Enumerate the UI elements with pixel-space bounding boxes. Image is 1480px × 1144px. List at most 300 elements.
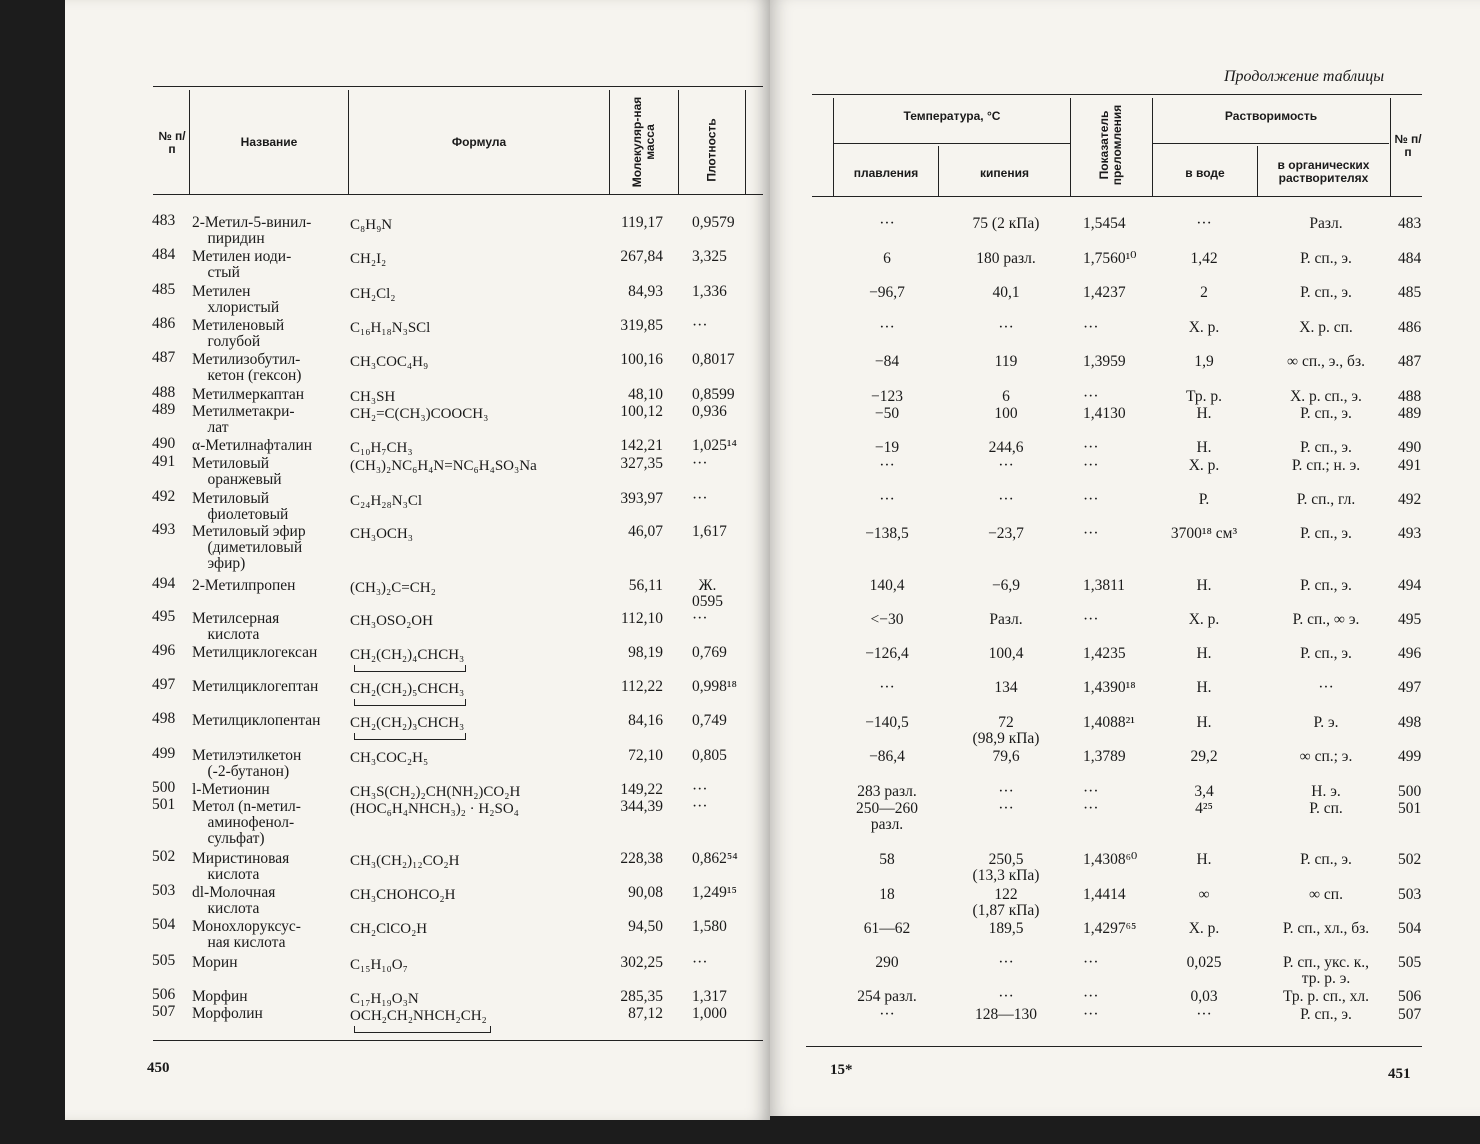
refractive-index: 1,4414 [1083,886,1126,903]
molecular-mass: 112,22 [620,678,663,695]
solubility-organic: Р. сп., э. [1300,284,1352,301]
row-number: 485 [1398,284,1422,301]
solubility-water: 0,03 [1190,988,1218,1005]
solubility-organic: Р. сп. [1309,800,1343,817]
solubility-water: ··· [1196,215,1212,232]
substance-name: 2-Метилпропен [192,577,296,594]
molecular-mass: 327,35 [620,455,663,472]
boiling-point: 134 [994,679,1018,696]
melting-point: ··· [879,215,895,232]
formula: C₁₀H₇CH₃ [350,440,413,456]
molecular-mass: 112,10 [620,610,663,627]
melting-point: <−30 [870,611,904,628]
row-number: 504 [1398,920,1422,937]
boiling-point: −23,7 [988,525,1024,542]
refractive-index: ··· [1083,319,1099,336]
density: ··· [692,610,708,627]
row-number: 487 [152,349,176,366]
row-number: 507 [152,1003,176,1020]
density: ··· [692,781,708,798]
ring-bracket [354,699,466,706]
solubility-water: 4²⁵ [1195,800,1213,817]
melting-point: 61—62 [863,920,911,937]
formula: OCH₂CH₂NHCH₂CH₂ [350,1008,487,1024]
row-number: 505 [1398,954,1422,971]
row-number: 494 [1398,577,1422,594]
header-in-water: в воде [1185,166,1225,180]
row-number: 489 [1398,405,1422,422]
table-bottom-rule [806,1046,1422,1047]
refractive-index: ··· [1083,954,1099,971]
solubility-organic: Р. сп., э. [1300,405,1352,422]
melting-point: ··· [879,457,895,474]
row-number: 483 [1398,215,1422,232]
row-number: 501 [1398,800,1422,817]
solubility-organic: Р. сп.; н. э. [1291,457,1361,474]
melting-point: 58 [879,851,895,868]
formula: (CH₃)₂C=CH₂ [350,580,436,596]
boiling-point: 100,4 [988,645,1024,662]
row-number: 497 [1398,679,1422,696]
density: 1,580 [692,918,727,935]
substance-name: Метилизобутил- кетон (гексон) [192,351,302,384]
density: 0,8599 [692,386,735,403]
refractive-index: ··· [1083,1006,1099,1023]
row-number: 489 [152,401,176,418]
refractive-index: 1,3959 [1083,353,1126,370]
table-continuation-label: Продолжение таблицы [1224,68,1385,85]
molecular-mass: 94,50 [628,918,663,935]
refractive-index: 1,4237 [1083,284,1126,301]
boiling-point: 72 (98,9 кПа) [972,714,1040,747]
solubility-organic: Х. р. сп., э. [1290,388,1362,405]
row-number: 503 [1398,886,1422,903]
row-number: 493 [152,521,176,538]
header-mass: Молекуляр-ная масса [630,96,657,188]
molecular-mass: 228,38 [620,850,663,867]
row-number: 506 [152,986,176,1003]
melting-point: −138,5 [865,525,909,542]
boiling-point: 189,5 [988,920,1024,937]
solubility-water: 29,2 [1190,748,1218,765]
formula: CH₂=C(CH₃)COOCH₃ [350,406,489,422]
solubility-water: Х. р. [1188,457,1220,474]
refractive-index: ··· [1083,611,1099,628]
boiling-point: ··· [998,800,1014,817]
solubility-organic: Р. сп., э. [1300,645,1352,662]
formula: C₈H₉N [350,217,393,233]
substance-name: Метилмеркаптан [192,386,305,403]
solubility-water: Н. [1196,645,1212,662]
molecular-mass: 87,12 [628,1005,663,1022]
density: ··· [692,490,708,507]
row-number: 492 [152,488,176,505]
boiling-point: 250,5 (13,3 кПа) [972,851,1040,884]
solubility-water: Н. [1196,405,1212,422]
row-number: 498 [1398,714,1422,731]
molecular-mass: 285,35 [620,988,663,1005]
refractive-index: 1,3789 [1083,748,1126,765]
row-number: 500 [1398,783,1422,800]
solubility-water: 1,9 [1194,353,1214,370]
boiling-point: Разл. [989,611,1023,628]
molecular-mass: 46,07 [628,523,663,540]
row-number: 505 [152,952,176,969]
header-melting: плавления [853,166,919,180]
table-bottom-rule [153,1040,763,1041]
density: 3,325 [692,248,727,265]
row-number: 504 [152,916,176,933]
molecular-mass: 100,16 [620,351,663,368]
solubility-organic: Р. сп., э. [1300,250,1352,267]
row-number: 497 [152,676,176,693]
row-number: 501 [152,796,176,813]
formula: CH₃SH [350,389,396,405]
solubility-organic: Р. сп., ∞ э. [1292,611,1360,628]
molecular-mass: 84,16 [628,712,663,729]
melting-point: ··· [879,1006,895,1023]
formula: (CH₃)₂NC₆H₄N=NC₆H₄SO₃Na [350,458,537,474]
density: ··· [692,798,708,815]
row-number: 492 [1398,491,1422,508]
substance-name: Монохлоруксус- ная кислота [192,918,301,951]
refractive-index: 1,4390¹⁸ [1083,679,1136,696]
solubility-water: 3700¹⁸ см³ [1170,525,1238,542]
molecular-mass: 344,39 [620,798,663,815]
row-number: 486 [1398,319,1422,336]
formula: C₁₇H₁₉O₃N [350,991,419,1007]
refractive-index: ··· [1083,525,1099,542]
boiling-point: 180 разл. [976,250,1036,267]
row-number: 488 [1398,388,1422,405]
molecular-mass: 149,22 [620,781,663,798]
boiling-point: 6 [1002,388,1010,405]
refractive-index: ··· [1083,439,1099,456]
boiling-point: 128—130 [975,1006,1037,1023]
density: 0,998¹⁸ [692,678,737,695]
row-number: 503 [152,882,176,899]
density: 0,936 [692,403,727,420]
substance-name: Метиловый эфир (диметиловый эфир) [192,523,306,572]
molecular-mass: 72,10 [628,747,663,764]
page-number-right: 451 [1388,1066,1411,1082]
melting-point: −86,4 [869,748,905,765]
boiling-point: ··· [998,783,1014,800]
refractive-index: 1,5454 [1083,215,1126,232]
solubility-organic: Р. э. [1313,714,1339,731]
substance-name: Миристиновая кислота [192,850,290,883]
row-number: 499 [152,745,176,762]
formula: CH₃COC₂H₅ [350,750,429,766]
refractive-index: ··· [1083,800,1099,817]
table-top-rule [812,94,1422,95]
row-number: 498 [152,710,176,727]
density: 1,617 [692,523,727,540]
density: 1,025¹⁴ [692,437,737,454]
density: ··· [692,317,708,334]
solubility-organic: ∞ сп.; э. [1299,748,1353,765]
header-formula: Формула [451,135,507,149]
solubility-organic: ∞ сп. [1309,886,1343,903]
density: 0,805 [692,747,727,764]
formula: CH₂(CH₂)₄CHCH₃ [350,647,465,663]
row-number: 485 [152,281,176,298]
header-in-organic: в органических растворителях [1277,158,1370,185]
melting-point: ··· [879,491,895,508]
formula: (HOC₆H₄NHCH₃)₂ · H₂SO₄ [350,801,519,817]
substance-name: dl-Молочная кислота [192,884,276,917]
density: 0,9579 [692,214,735,231]
substance-name: Метилциклогексан [192,644,318,661]
density: 0,749 [692,712,727,729]
solubility-organic: ··· [1318,679,1334,696]
formula: CH₂ClCO₂H [350,921,428,937]
solubility-water: Н. [1196,679,1212,696]
table-top-rule [153,86,763,87]
boiling-point: −6,9 [991,577,1021,594]
row-number: 494 [152,575,176,592]
header-boiling: кипения [980,166,1029,180]
substance-name: Метилциклогептан [192,678,319,695]
left-page [65,0,770,1120]
solubility-organic: Х. р. сп. [1299,319,1353,336]
solubility-water: Х. р. [1188,319,1220,336]
molecular-mass: 142,21 [620,437,663,454]
melting-point: −96,7 [869,284,905,301]
formula: C₁₆H₁₈N₃SCl [350,320,431,336]
density: 1,336 [692,283,727,300]
molecular-mass: 319,85 [620,317,663,334]
density: 1,249¹⁵ [692,884,737,901]
substance-name: Морфолин [192,1005,263,1022]
header-temperature: Температура, °C [903,109,1001,123]
row-number: 502 [1398,851,1422,868]
melting-point: 140,4 [869,577,905,594]
boiling-point: ··· [998,954,1014,971]
formula: CH₂(CH₂)₃CHCH₃ [350,715,465,731]
refractive-index: 1,4130 [1083,405,1126,422]
refractive-index: ··· [1083,988,1099,1005]
melting-point: −126,4 [865,645,909,662]
ring-bracket [354,665,466,672]
header-no-right: № п/п [1394,132,1422,159]
header-solubility: Растворимость [1224,109,1318,123]
solubility-water: ··· [1196,1006,1212,1023]
molecular-mass: 98,19 [628,644,663,661]
row-number: 487 [1398,353,1422,370]
row-number: 507 [1398,1006,1422,1023]
substance-name: Метиловый оранжевый [192,455,282,488]
substance-name: Метилэтилкетон (-2-бутанон) [192,747,302,780]
substance-name: Метол (n-метил- аминофенол- сульфат) [192,798,301,847]
density: 1,000 [692,1005,727,1022]
row-number: 495 [152,608,176,625]
melting-point: ··· [879,679,895,696]
solubility-water: Х. р. [1188,611,1220,628]
row-number: 490 [152,435,176,452]
solubility-organic: Р. сп., укс. к., тр. р. э. [1282,954,1370,987]
substance-name: Метилсерная кислота [192,610,280,643]
refractive-index: ··· [1083,457,1099,474]
refractive-index: 1,3811 [1083,577,1126,594]
solubility-organic: Р. сп., э. [1300,439,1352,456]
melting-point: 250—260 разл. [856,800,918,833]
solubility-organic: Р. сп., хл., бз. [1282,920,1370,937]
solubility-water: Н. [1196,714,1212,731]
refractive-index: ··· [1083,783,1099,800]
solubility-water: ∞ [1198,886,1210,903]
density: 0,8017 [692,351,735,368]
solubility-water: Р. [1198,491,1210,508]
solubility-organic: Р. сп., гл. [1296,491,1356,508]
molecular-mass: 393,97 [620,490,663,507]
solubility-water: Н. [1196,851,1212,868]
boiling-point: 40,1 [992,284,1020,301]
molecular-mass: 84,93 [628,283,663,300]
melting-point: 18 [879,886,895,903]
substance-name: Метилен хлористый [192,283,280,316]
solubility-water: Х. р. [1188,920,1220,937]
formula: C₂₄H₂₈N₃Cl [350,493,422,509]
header-bottom-rule [812,196,1422,197]
row-number: 495 [1398,611,1422,628]
header-refraction: Показатель преломления [1097,104,1124,186]
row-number: 506 [1398,988,1422,1005]
density: 1,317 [692,988,727,1005]
formula: CH₃COC₄H₉ [350,354,429,370]
boiling-point: ··· [998,491,1014,508]
row-number: 486 [152,315,176,332]
substance-name: l-Метионин [192,781,270,798]
row-number: 488 [152,384,176,401]
formula: CH₃OCH₃ [350,526,413,542]
density: ··· [692,954,708,971]
refractive-index: 1,4308⁶⁰ [1083,851,1138,868]
refractive-index: 1,4297⁶⁵ [1083,920,1137,937]
signature-mark: 15* [830,1062,853,1078]
refractive-index: ··· [1083,491,1099,508]
row-number: 493 [1398,525,1422,542]
substance-name: Метиленовый голубой [192,317,285,350]
substance-name: Морфин [192,988,248,1005]
molecular-mass: 267,84 [620,248,663,265]
solubility-organic: Р. сп., э. [1300,577,1352,594]
melting-point: −123 [871,388,903,405]
header-bottom-rule [153,194,763,195]
solubility-organic: Р. сп., э. [1300,525,1352,542]
melting-point: 290 [875,954,899,971]
melting-point: −19 [874,439,900,456]
row-number: 491 [152,453,176,470]
formula: CH₃S(CH₂)₂CH(NH₂)CO₂H [350,784,521,800]
solubility-organic: Разл. [1309,215,1343,232]
boiling-point: 122 (1,87 кПа) [972,886,1040,919]
boiling-point: 244,6 [988,439,1024,456]
solubility-water: Тр. р. [1185,388,1223,405]
row-number: 491 [1398,457,1422,474]
substance-name: Метиловый фиолетовый [192,490,289,523]
header-name: Название [240,135,298,149]
melting-point: 283 разл. [857,783,917,800]
boiling-point: 79,6 [992,748,1020,765]
refractive-index: ··· [1083,388,1099,405]
boiling-point: ··· [998,457,1014,474]
solubility-organic: Р. сп., э. [1300,851,1352,868]
substance-name: Метилметакри- лат [192,403,295,436]
row-number: 484 [152,246,176,263]
solubility-water: Н. [1196,439,1212,456]
substance-name: α-Метилнафталин [192,437,313,454]
melting-point: ··· [879,319,895,336]
row-number: 500 [152,779,176,796]
density: Ж. 0595 [692,577,723,610]
page-number-left: 450 [147,1060,170,1076]
boiling-point: ··· [998,319,1014,336]
formula: CH₃CHOHCO₂H [350,887,456,903]
row-number: 496 [152,642,176,659]
header-density: Плотность [704,118,719,182]
formula: CH₂Cl₂ [350,286,396,302]
refractive-index: 1,4235 [1083,645,1126,662]
row-number: 499 [1398,748,1422,765]
header-no: № п/п [158,129,186,156]
molecular-mass: 302,25 [620,954,663,971]
solubility-organic: Р. сп., э. [1300,1006,1352,1023]
ring-bracket [354,733,466,740]
ring-bracket [354,1026,491,1033]
solubility-water: 3,4 [1194,783,1214,800]
molecular-mass: 119,17 [620,214,663,231]
melting-point: 6 [883,250,891,267]
molecular-mass: 90,08 [628,884,663,901]
row-number: 484 [1398,250,1422,267]
row-number: 496 [1398,645,1422,662]
boiling-point: 100 [994,405,1018,422]
solubility-water: Н. [1196,577,1212,594]
solubility-water: 1,42 [1190,250,1218,267]
melting-point: −84 [874,353,900,370]
substance-name: 2-Метил-5-винил- пиридин [192,214,312,247]
row-number: 483 [152,212,176,229]
right-page [770,0,1480,1116]
melting-point: −50 [874,405,900,422]
solubility-organic: Н. э. [1311,783,1341,800]
solubility-organic: Тр. р. сп., хл. [1282,988,1370,1005]
density: 0,862⁵⁴ [692,850,738,867]
row-number: 490 [1398,439,1422,456]
molecular-mass: 100,12 [620,403,663,420]
boiling-point: 119 [994,353,1018,370]
molecular-mass: 56,11 [628,577,663,594]
boiling-point: 75 (2 кПа) [972,215,1040,232]
boiling-point: ··· [998,988,1014,1005]
row-number: 502 [152,848,176,865]
refractive-index: 1,4088²¹ [1083,714,1135,731]
formula: CH₂I₂ [350,251,387,267]
solubility-water: 2 [1200,284,1208,301]
density: 0,769 [692,644,727,661]
melting-point: 254 разл. [857,988,917,1005]
formula: CH₂(CH₂)₅CHCH₃ [350,681,465,697]
substance-name: Метилен иоди- стый [192,248,292,281]
refractive-index: 1,7560¹⁰ [1083,250,1137,267]
substance-name: Метилциклопентан [192,712,321,729]
substance-name: Морин [192,954,238,971]
density: ··· [692,455,708,472]
formula: C₁₅H₁₀O₇ [350,957,408,973]
solubility-organic: ∞ сп., э., бз. [1287,353,1365,370]
solubility-water: 0,025 [1186,954,1222,971]
